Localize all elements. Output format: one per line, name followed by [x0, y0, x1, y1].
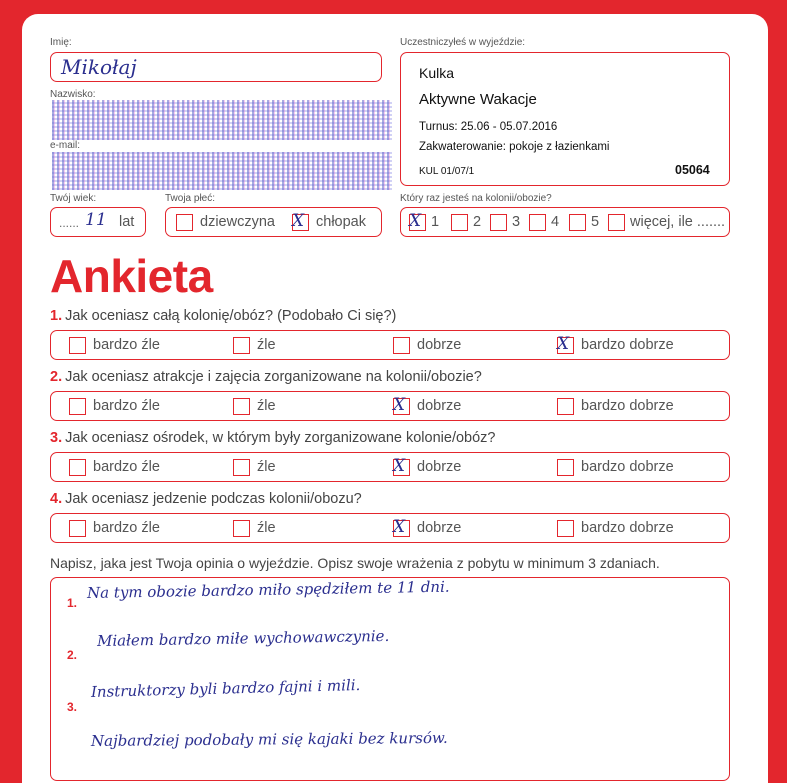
times-option-1: 1 — [431, 214, 440, 230]
gender-checkbox-girl[interactable] — [176, 214, 193, 231]
answer-option-label: źle — [257, 459, 276, 475]
survey-sheet — [22, 14, 768, 783]
question-4-text — [50, 491, 362, 507]
answer-checkbox[interactable] — [557, 334, 574, 354]
age-label: Twój wiek: — [50, 193, 97, 204]
answer-checkbox[interactable] — [393, 337, 410, 354]
question-2-options — [50, 391, 730, 421]
trip-label: Uczestniczyłeś w wyjeździe: — [400, 37, 526, 48]
answer-option-label: źle — [257, 337, 276, 353]
opinion-textarea[interactable] — [50, 577, 730, 781]
times-option-2: 2 — [473, 214, 482, 230]
age-unit: lat — [119, 214, 135, 230]
times-checkbox-more[interactable] — [608, 214, 625, 231]
question-number: 3. — [50, 430, 63, 446]
opinion-line-4: Najbardziej podobały mi się kajaki bez kursów. — [90, 728, 448, 750]
question-number: 2. — [50, 369, 63, 385]
answer-checkbox[interactable] — [233, 398, 250, 415]
answer-option-label: bardzo dobrze — [581, 520, 674, 536]
trip-accommodation: Zakwaterowanie: pokoje z łazienkami — [419, 141, 610, 153]
times-label: Który raz jesteś na kolonii/obozie? — [400, 193, 552, 204]
age-value: 11 — [85, 210, 107, 230]
times-checkbox-1[interactable] — [409, 211, 426, 231]
answer-checkbox[interactable] — [393, 456, 410, 476]
answer-option-label: bardzo źle — [93, 337, 160, 353]
answer-checkbox[interactable] — [233, 337, 250, 354]
answer-checkbox[interactable] — [69, 459, 86, 476]
question-2-text — [50, 369, 482, 385]
times-checkbox-4[interactable] — [529, 214, 546, 231]
answer-checkbox[interactable] — [233, 520, 250, 537]
question-3-text — [50, 430, 495, 446]
question-label: Jak oceniasz atrakcje i zajęcia zorganizowane na kolonii/obozie? — [65, 369, 482, 385]
answer-option-label: dobrze — [417, 520, 462, 536]
times-option-3: 3 — [512, 214, 521, 230]
answer-checkbox[interactable] — [69, 398, 86, 415]
surname-redacted — [52, 100, 392, 140]
opinion-line-num-1: 1. — [67, 596, 78, 610]
trip-code: KUL 01/07/1 — [419, 166, 475, 177]
question-number: 4. — [50, 491, 63, 507]
answer-checkbox[interactable] — [233, 459, 250, 476]
answer-option-label: źle — [257, 520, 276, 536]
age-field[interactable] — [50, 207, 146, 237]
times-option-4: 4 — [551, 214, 560, 230]
answer-checkbox[interactable] — [69, 337, 86, 354]
gender-field — [165, 207, 382, 237]
answer-checkbox[interactable] — [69, 520, 86, 537]
question-number: 1. — [50, 308, 63, 324]
answer-option-label: bardzo dobrze — [581, 398, 674, 414]
times-checkbox-2[interactable] — [451, 214, 468, 231]
question-1-text — [50, 308, 396, 324]
trip-company: Kulka — [419, 65, 455, 81]
opinion-prompt: Napisz, jaka jest Twoja opinia o wyjeździe. Opisz swoje wrażenia z pobytu w minimum 3 zdaniach. — [50, 555, 660, 571]
question-4-options — [50, 513, 730, 543]
answer-option-label: bardzo źle — [93, 459, 160, 475]
check-mark-icon: X — [393, 456, 406, 476]
trip-turnus: Turnus: 25.06 - 05.07.2016 — [419, 121, 558, 133]
trip-number: 05064 — [675, 163, 710, 177]
opinion-line-1: Na tym obozie bardzo miło spędziłem te 11 dni. — [86, 577, 450, 602]
answer-checkbox[interactable] — [557, 459, 574, 476]
answer-option-label: bardzo dobrze — [581, 459, 674, 475]
answer-option-label: dobrze — [417, 337, 462, 353]
check-mark-icon: X — [409, 211, 422, 231]
times-checkbox-3[interactable] — [490, 214, 507, 231]
answer-checkbox[interactable] — [393, 517, 410, 537]
question-1-options — [50, 330, 730, 360]
opinion-line-2: Miałem bardzo miłe wychowawczynie. — [96, 626, 390, 650]
name-value: Mikołaj — [61, 55, 137, 79]
gender-checkbox-boy[interactable] — [292, 211, 309, 231]
check-mark-icon: X — [393, 395, 406, 415]
email-redacted — [52, 152, 392, 190]
answer-option-label: bardzo źle — [93, 520, 160, 536]
times-option-5: 5 — [591, 214, 600, 230]
email-label: e-mail: — [50, 140, 81, 151]
answer-option-label: bardzo źle — [93, 398, 160, 414]
answer-option-label: dobrze — [417, 398, 462, 414]
opinion-line-num-2: 2. — [67, 648, 78, 662]
answer-option-label: źle — [257, 398, 276, 414]
question-label: Jak oceniasz całą kolonię/obóz? (Podobało Ci się?) — [65, 308, 397, 324]
answer-checkbox[interactable] — [393, 395, 410, 415]
name-field[interactable] — [50, 52, 382, 82]
question-label: Jak oceniasz jedzenie podczas kolonii/obozu? — [65, 491, 362, 507]
opinion-line-num-3: 3. — [67, 700, 78, 714]
times-field — [400, 207, 730, 237]
gender-option-boy: chłopak — [316, 214, 366, 230]
trip-program: Aktywne Wakacje — [419, 91, 537, 108]
name-label: Imię: — [50, 37, 72, 48]
trip-info-box — [400, 52, 730, 186]
check-mark-icon: X — [557, 334, 570, 354]
gender-label: Twoja płeć: — [165, 193, 216, 204]
question-label: Jak oceniasz ośrodek, w którym były zorganizowane kolonie/obóz? — [65, 430, 496, 446]
surname-label: Nazwisko: — [50, 89, 96, 100]
answer-option-label: bardzo dobrze — [581, 337, 674, 353]
page-title: Ankieta — [50, 250, 213, 302]
gender-option-girl: dziewczyna — [200, 214, 275, 230]
answer-checkbox[interactable] — [557, 520, 574, 537]
question-3-options — [50, 452, 730, 482]
answer-option-label: dobrze — [417, 459, 462, 475]
times-option-more: więcej, ile ....... — [630, 214, 726, 230]
opinion-line-3: Instruktorzy byli bardzo fajni i mili. — [90, 675, 361, 701]
age-dots: ...... — [59, 216, 80, 230]
check-mark-icon: X — [292, 211, 305, 231]
times-checkbox-5[interactable] — [569, 214, 586, 231]
answer-checkbox[interactable] — [557, 398, 574, 415]
check-mark-icon: X — [393, 517, 406, 537]
